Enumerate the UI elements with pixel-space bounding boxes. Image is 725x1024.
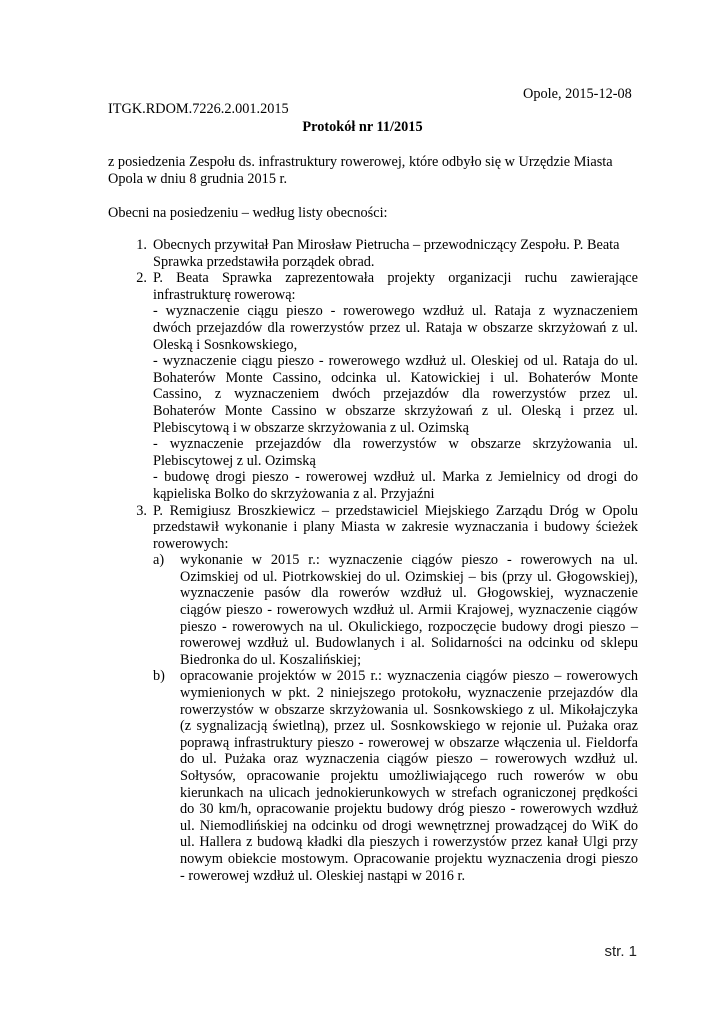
text-line: pieszo - rowerowych na ul. Okulickiego, rozpoczęcie budowy drogi pieszo – <box>180 618 638 635</box>
text-line: Cassino, z wyznaczeniem dwóch przejazdów dla rowerzystów przez ul. <box>153 386 638 403</box>
text-line: kierunkach na ulicach jednokierunkowych w strefach ograniczonej prędkości <box>180 784 638 801</box>
intro-line: Opola w dniu 8 grudnia 2015 r. <box>108 170 288 187</box>
sub-list-item-body <box>180 552 638 668</box>
text-line: - wyznaczenie ciągu pieszo - rowerowego wzdłuż ul. Oleskiej od ul. Rataja do ul. <box>153 353 638 370</box>
text-line: Sprawka przedstawiła porządek obrad. <box>153 253 375 270</box>
attendance-line: Obecni na posiedzeniu – według listy obecności: <box>108 205 388 221</box>
text-line: (z sygnalizacją świetlną), przez ul. Sosnkowskiego w rejonie ul. Pużaka oraz <box>180 718 638 735</box>
text-line: Ozimskiej od ul. Piotrkowskiej do ul. Ozimskiej – bis (przy ul. Głogowskiej), <box>180 568 638 585</box>
text-line: rowerowej wzdłuż ul. Budowlanych i al. Solidarności na odcinku od sklepu <box>180 635 638 652</box>
place-date: Opole, 2015-12-08 <box>523 86 632 102</box>
text-line: Plebiscytowej z ul. Ozimską <box>153 452 316 469</box>
list-item-number: 1. <box>136 237 147 253</box>
sub-list-item-letter: a) <box>153 552 165 569</box>
text-line: wymienionych w pkt. 2 niniejszego protokołu, wyznaczenie przejazdów dla <box>180 685 638 702</box>
text-line: - budowę drogi pieszo - rowerowej wzdłuż ul. Marka z Jemielnicy od drogi do <box>153 469 638 486</box>
text-line: ul. Hallera z budową kładki dla pieszych i rowerzystów przez kanał Ulgi przy <box>180 834 638 851</box>
text-line: wyznaczenie pasów dla rowerów wzdłuż ul. Głogowskiej, wyznaczenie <box>180 585 638 602</box>
sub-list-item-body <box>180 668 638 884</box>
sub-list-item <box>153 668 638 884</box>
text-line: opracowanie projektów w 2015 r.: wyznaczenia ciągów pieszo – rowerowych <box>180 668 638 685</box>
agenda-list <box>108 237 638 884</box>
text-line: rowerowych: <box>153 535 229 552</box>
page-number: str. 1 <box>604 943 637 960</box>
text-line: dwóch przejazdów dla rowerzystów przez ul. Rataja w obszarze skrzyżowań z ul. <box>153 319 638 336</box>
sub-list-item <box>153 552 638 668</box>
text-line: Oleską i Sosnkowskiego, <box>153 336 298 353</box>
text-line: do ul. Pużaka oraz wyznaczenia ciągów pieszo – rowerowych wzdłuż ul. <box>180 751 638 768</box>
text-line: rowerzystów w obszarze skrzyżowania ul. Sosnkowskiego z ul. Mikołajczyka <box>180 701 638 718</box>
text-line: nowym obiekcie mostowym. Opracowanie projektu wyznaczenia drogi pieszo <box>180 850 638 867</box>
text-line: poprawą infrastruktury pieszo - rowerowej w obszarze włączenia ul. Fieldorfa <box>180 734 638 751</box>
text-line: kąpieliska Bolko do skrzyżowania z al. Przyjaźni <box>153 485 435 502</box>
text-line: - rowerowej wzdłuż ul. Oleskiej nastąpi w 2016 r. <box>180 867 466 884</box>
list-item-body <box>153 503 638 885</box>
intro-paragraph <box>108 154 643 187</box>
text-line: ul. Niemodlińskiej na odcinku od drogi wewnętrznej prowadzącej do WiK do <box>180 817 638 834</box>
text-line: P. Beata Sprawka zaprezentowała projekty organizacji ruchu zawierające <box>153 270 638 287</box>
text-line: Sołtysów, opracowanie projektu umożliwiającego ruch rowerów w obu <box>180 768 638 784</box>
list-item-body <box>153 270 638 502</box>
text-line: Bohaterów Monte Cassino, odcinka ul. Katowickiej i ul. Bohaterów Monte <box>153 369 638 386</box>
list-item-number: 2. <box>136 270 147 287</box>
text-line: do 30 km/h, opracowanie projektu budowy dróg pieszo - rowerowych wzdłuż <box>180 801 638 818</box>
text-line: Biedronka do ul. Koszalińskiej; <box>180 651 362 668</box>
text-line: Obecnych przywitał Pan Mirosław Pietrucha – przewodniczący Zespołu. P. Beata <box>153 237 620 253</box>
sub-list-item-letter: b) <box>153 668 165 685</box>
text-line: infrastrukturę rowerową: <box>153 286 296 303</box>
list-item <box>108 237 638 270</box>
document-title: Protokół nr 11/2015 <box>302 119 423 135</box>
text-line: przedstawił wykonanie i plany Miasta w zakresie wyznaczania i budowy ścieżek <box>153 519 638 536</box>
text-line: ciągów pieszo - rowerowych wzdłuż ul. Armii Krajowej, wyznaczenie ciągów <box>180 602 638 619</box>
text-line: - wyznaczenie przejazdów dla rowerzystów w obszarze skrzyżowania ul. <box>153 436 638 453</box>
list-item-body <box>153 237 638 270</box>
intro-line: z posiedzenia Zespołu ds. infrastruktury rowerowej, które odbyło się w Urzędzie Miasta <box>108 154 613 170</box>
text-line: Bohaterów Monte Cassino w obszarze skrzyżowań z ul. Oleską i przez ul. <box>153 402 638 419</box>
list-item <box>108 270 638 502</box>
text-line: Plebiscytową i w obszarze skrzyżowania z ul. Ozimską <box>153 419 470 436</box>
text-line: wykonanie w 2015 r.: wyznaczenie ciągów pieszo - rowerowych na ul. <box>180 552 638 569</box>
text-line: - wyznaczenie ciągu pieszo - rowerowego wzdłuż ul. Rataja z wyznaczeniem <box>153 303 638 320</box>
list-item-number: 3. <box>136 502 147 519</box>
text-line: P. Remigiusz Broszkiewicz – przedstawiciel Miejskiego Zarządu Dróg w Opolu <box>153 502 638 519</box>
reference-number: ITGK.RDOM.7226.2.001.2015 <box>108 101 289 117</box>
list-item <box>108 503 638 885</box>
